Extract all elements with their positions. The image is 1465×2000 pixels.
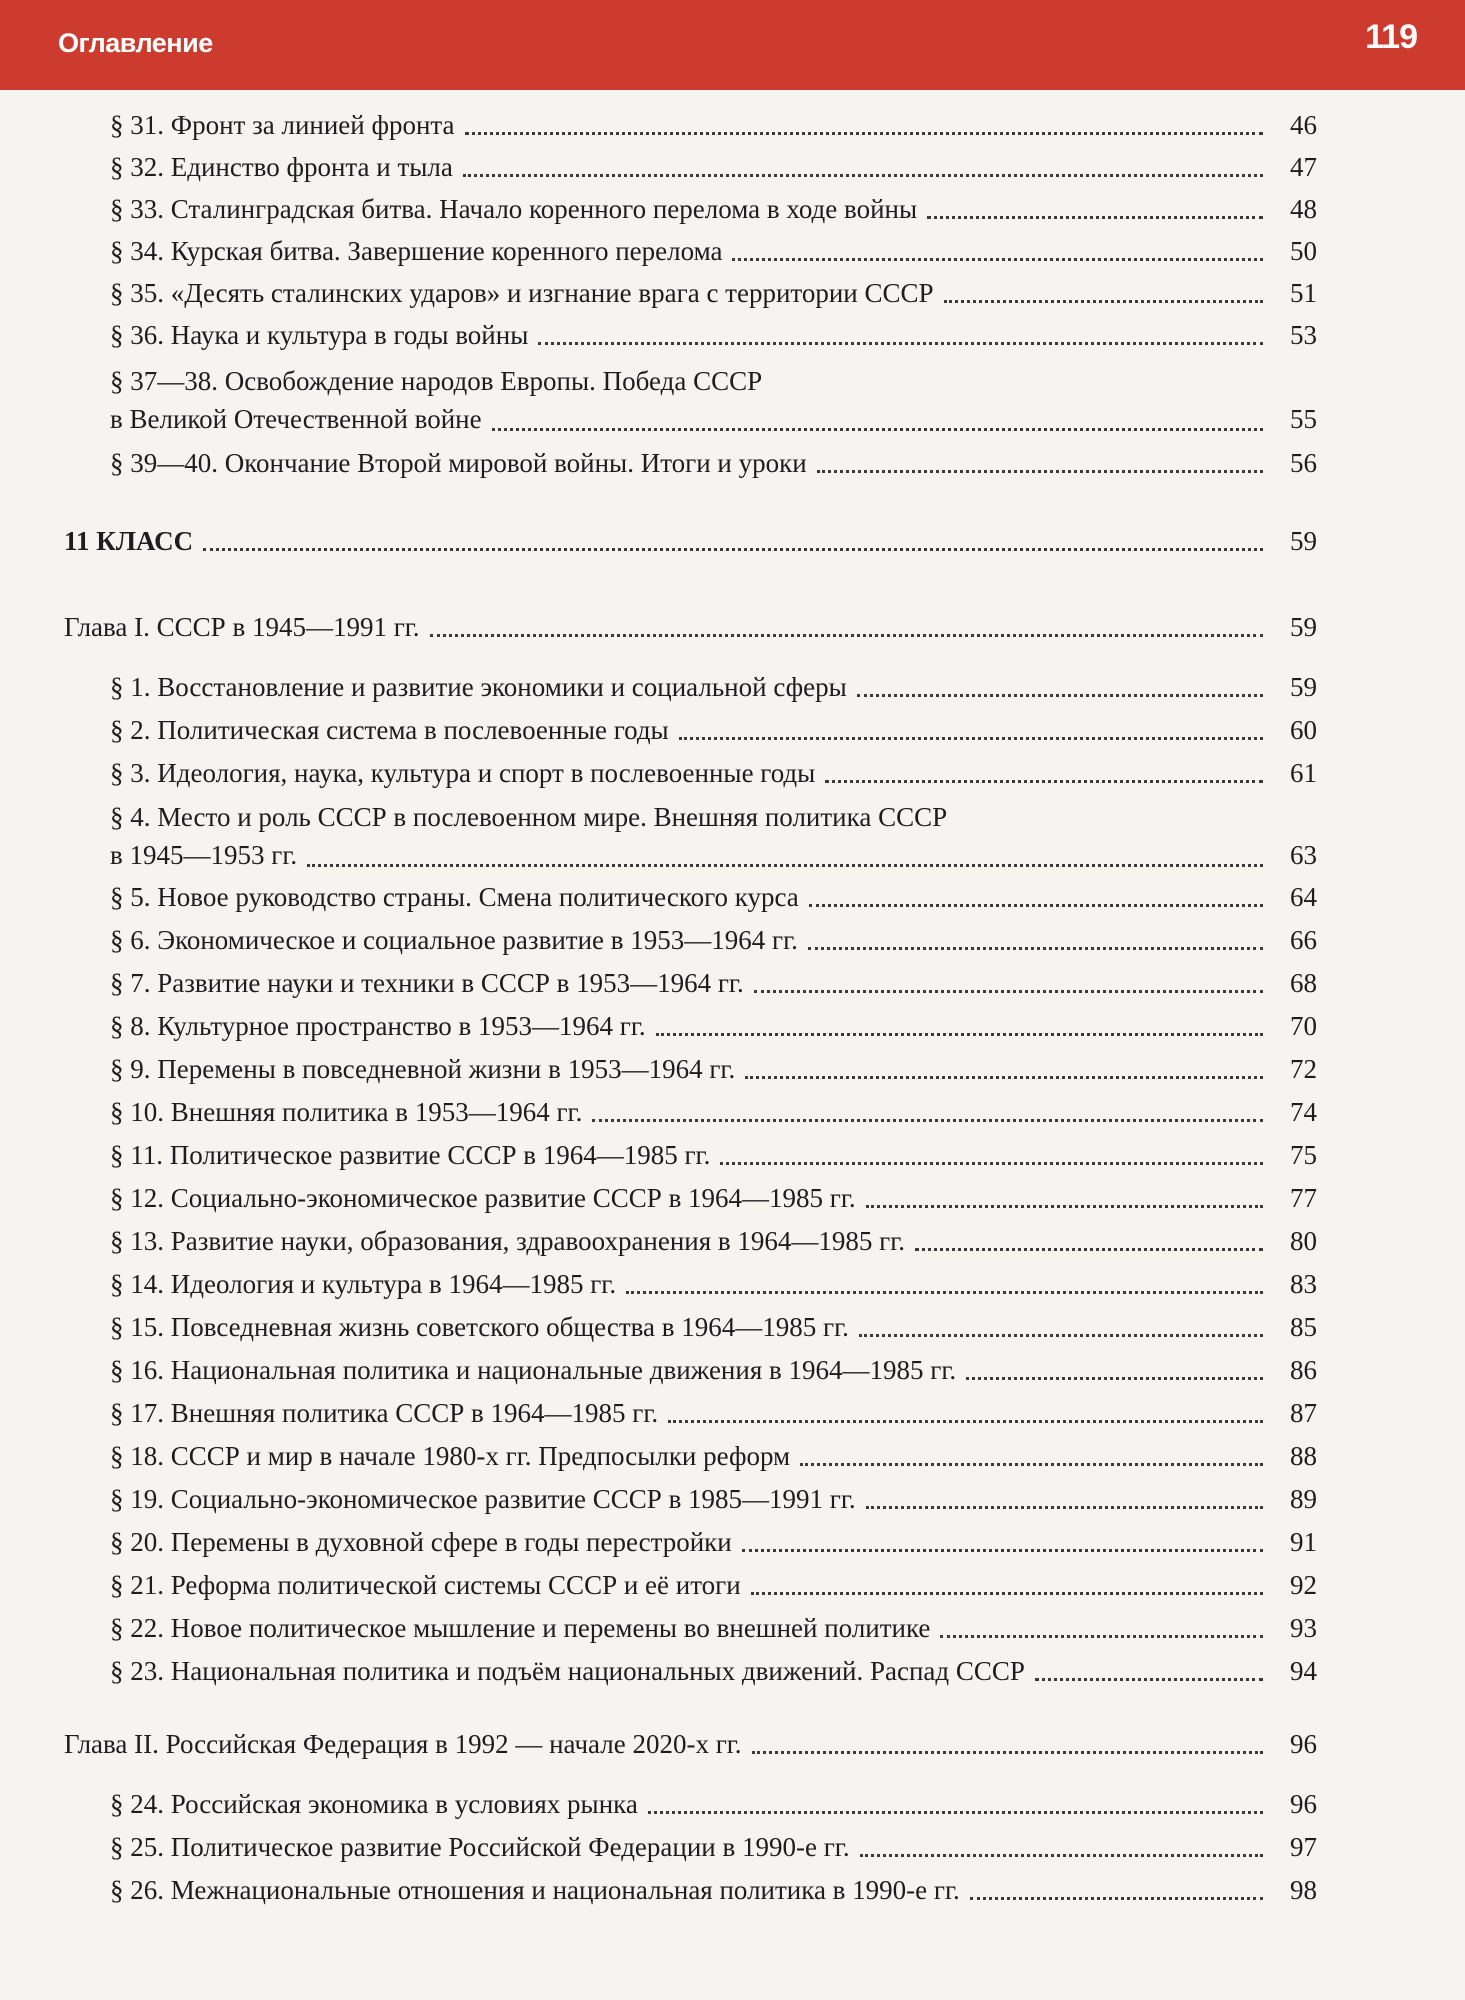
toc-entry-20[interactable]: § 20. Перемены в духовной сфере в годы перестройки 91 — [110, 1527, 1317, 1557]
toc-entry-15[interactable]: § 15. Повседневная жизнь советского общества в 1964—1985 гг. 85 — [110, 1312, 1317, 1342]
toc-entry-1[interactable]: § 1. Восстановление и развитие экономики и социальной сферы 59 — [110, 672, 1317, 702]
toc-entry-7[interactable]: § 7. Развитие науки и техники в СССР в 1953—1964 гг. 68 — [110, 968, 1317, 998]
toc-entry-13[interactable]: § 13. Развитие науки, образования, здравоохранения в 1964—1985 гг. 80 — [110, 1226, 1317, 1256]
toc-entry-36[interactable]: § 36. Наука и культура в годы войны 53 — [110, 320, 1317, 350]
toc-entry-19[interactable]: § 19. Социально-экономическое развитие СССР в 1985—1991 гг. 89 — [110, 1484, 1317, 1514]
toc-entry-23[interactable]: § 23. Национальная политика и подъём национальных движений. Распад СССР 94 — [110, 1656, 1317, 1686]
toc-entry-8[interactable]: § 8. Культурное пространство в 1953—1964 гг. 70 — [110, 1011, 1317, 1041]
toc-class-heading[interactable]: 11 КЛАСС 59 — [64, 526, 1317, 556]
toc-entry-11[interactable]: § 11. Политическое развитие СССР в 1964—1985 гг. 75 — [110, 1140, 1317, 1170]
toc-entry-24[interactable]: § 24. Российская экономика в условиях рынка 96 — [110, 1789, 1317, 1819]
toc-entry-37-38[interactable]: § 37—38. Освобождение народов Европы. Победа СССР в Великой Отечественной войне 55 — [110, 366, 1317, 434]
toc-entry-6[interactable]: § 6. Экономическое и социальное развитие в 1953—1964 гг. 66 — [110, 925, 1317, 955]
toc-entry-25[interactable]: § 25. Политическое развитие Российской Федерации в 1990-е гг. 97 — [110, 1832, 1317, 1862]
toc-entry-33[interactable]: § 33. Сталинградская битва. Начало коренного перелома в ходе войны 48 — [110, 194, 1317, 224]
toc-entry-22[interactable]: § 22. Новое политическое мышление и перемены во внешней политике 93 — [110, 1613, 1317, 1643]
toc-entry-14[interactable]: § 14. Идеология и культура в 1964—1985 гг. 83 — [110, 1269, 1317, 1299]
toc-entry-12[interactable]: § 12. Социально-экономическое развитие СССР в 1964—1985 гг. 77 — [110, 1183, 1317, 1213]
toc-entry-21[interactable]: § 21. Реформа политической системы СССР и её итоги 92 — [110, 1570, 1317, 1600]
toc-entry-31[interactable]: § 31. Фронт за линией фронта 46 — [110, 110, 1317, 140]
toc-entry-39-40[interactable]: § 39—40. Окончание Второй мировой войны. Итоги и уроки 56 — [110, 448, 1317, 478]
toc-entry-34[interactable]: § 34. Курская битва. Завершение коренного перелома 50 — [110, 236, 1317, 266]
toc-chapter-2[interactable]: Глава II. Российская Федерация в 1992 — начале 2020-х гг. 96 — [64, 1729, 1317, 1759]
toc-entry-18[interactable]: § 18. СССР и мир в начале 1980-х гг. Предпосылки реформ 88 — [110, 1441, 1317, 1471]
toc-entry-5[interactable]: § 5. Новое руководство страны. Смена политического курса 64 — [110, 882, 1317, 912]
header-title: Оглавление — [58, 28, 213, 58]
toc-entry-9[interactable]: § 9. Перемены в повседневной жизни в 1953—1964 гг. 72 — [110, 1054, 1317, 1084]
toc-entry-4[interactable]: § 4. Место и роль СССР в послевоенном мире. Внешняя политика СССР в 1945—1953 гг. 63 — [110, 802, 1317, 870]
toc-entry-3[interactable]: § 3. Идеология, наука, культура и спорт в послевоенные годы 61 — [110, 758, 1317, 788]
toc-entry-2[interactable]: § 2. Политическая система в послевоенные годы 60 — [110, 715, 1317, 745]
header-page-number: 119 — [1365, 18, 1417, 56]
toc-chapter-1[interactable]: Глава I. СССР в 1945—1991 гг. 59 — [64, 612, 1317, 642]
toc-entry-26[interactable]: § 26. Межнациональные отношения и национальная политика в 1990-е гг. 98 — [110, 1875, 1317, 1905]
toc-entry-17[interactable]: § 17. Внешняя политика СССР в 1964—1985 гг. 87 — [110, 1398, 1317, 1428]
toc-entry-10[interactable]: § 10. Внешняя политика в 1953—1964 гг. 74 — [110, 1097, 1317, 1127]
toc-entry-35[interactable]: § 35. «Десять сталинских ударов» и изгнание врага с территории СССР 51 — [110, 278, 1317, 308]
toc-entry-32[interactable]: § 32. Единство фронта и тыла 47 — [110, 152, 1317, 182]
toc-entry-16[interactable]: § 16. Национальная политика и национальные движения в 1964—1985 гг. 86 — [110, 1355, 1317, 1385]
